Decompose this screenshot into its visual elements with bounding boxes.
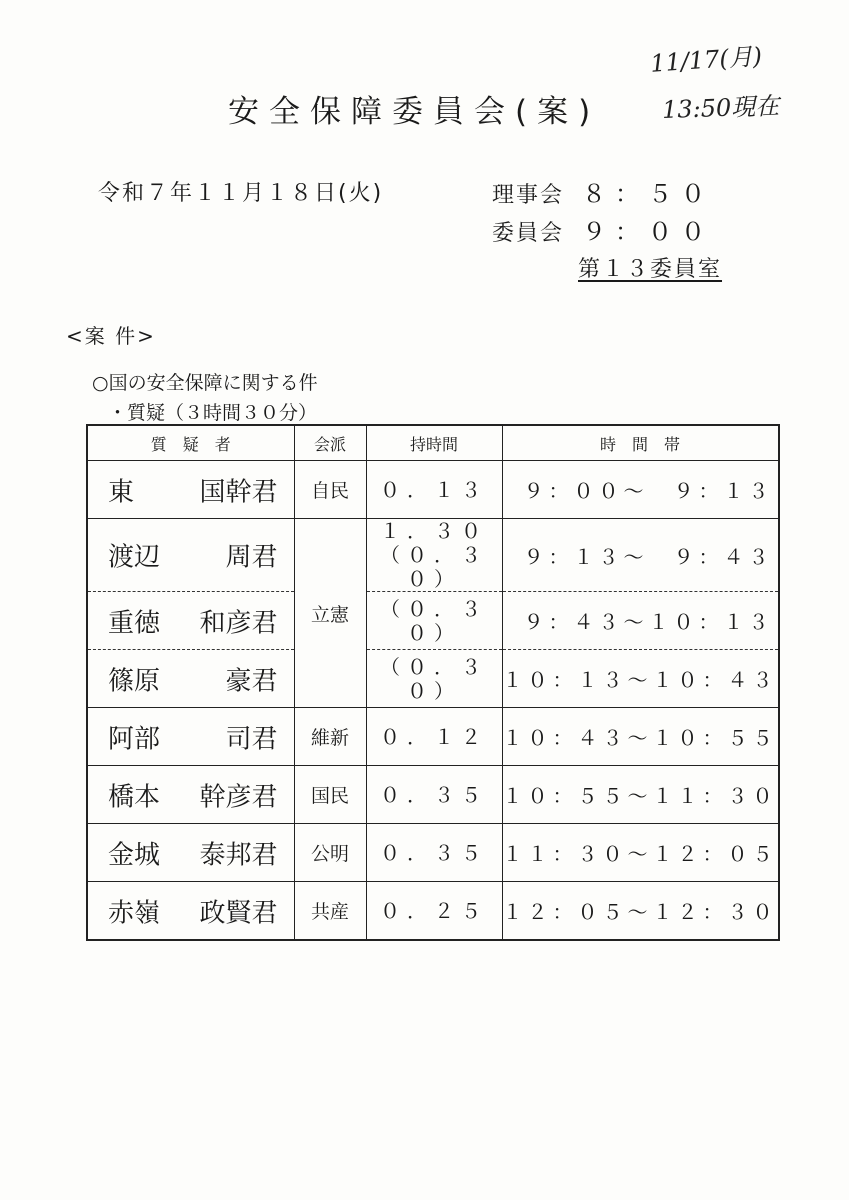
agenda-heading: <案 件>	[66, 324, 156, 348]
questioner-name: 渡辺 周君	[87, 519, 294, 592]
agenda-item: ○国の安全保障に関する件	[92, 372, 318, 394]
table-row	[87, 519, 779, 592]
committee-meeting-row	[492, 212, 714, 247]
handwritten-date-note: 11/17(月)	[649, 42, 763, 78]
questioner-name: 篠原 豪君	[87, 650, 294, 708]
questioner-name: 東 国幹君	[87, 461, 294, 519]
questioner-name: 阿部 司君	[87, 708, 294, 766]
table-row	[87, 766, 779, 824]
party-cell: 維新	[294, 708, 366, 766]
questioner-name: 重徳 和彦君	[87, 592, 294, 650]
table-row	[87, 592, 779, 650]
time-slot-cell: ９：４３～１０：１３	[502, 592, 779, 650]
party-cell: 共産	[294, 882, 366, 941]
document-title: 安全保障委員会(案)	[228, 94, 601, 130]
time-slot-cell: １２：０５～１２：３０	[502, 882, 779, 941]
time-slot-cell: １０：４３～１０：５５	[502, 708, 779, 766]
questioner-schedule-table	[86, 424, 780, 941]
committee-meeting-time: ９：００	[582, 218, 715, 246]
time-slot-cell: ９：００～ ９：１３	[502, 461, 779, 519]
meeting-room: 第１３委員室	[578, 257, 723, 282]
board-meeting-time: ８：５０	[582, 180, 715, 208]
party-cell: 自民	[294, 461, 366, 519]
questioner-name: 金城 泰邦君	[87, 824, 294, 882]
header-party: 会派	[294, 425, 366, 461]
party-cell: 立憲	[294, 519, 366, 708]
header-time-slot: 時 間 帯	[502, 425, 779, 461]
duration-cell: （０．３０）	[366, 650, 502, 708]
table-row	[87, 650, 779, 708]
handwritten-status-note: 13:50現在	[661, 91, 780, 125]
board-meeting-label: 理事会	[492, 183, 565, 208]
committee-meeting-label: 委員会	[492, 221, 565, 246]
party-cell: 国民	[294, 766, 366, 824]
duration-cell: ０．３５	[366, 824, 502, 882]
time-slot-cell: １０：５５～１１：３０	[502, 766, 779, 824]
time-slot-cell: １１：３０～１２：０５	[502, 824, 779, 882]
table-row	[87, 882, 779, 941]
party-cell: 公明	[294, 824, 366, 882]
meeting-date: 令和７年１１月１８日(火)	[98, 181, 384, 206]
questioner-name: 赤嶺 政賢君	[87, 882, 294, 941]
table-header-row	[87, 425, 779, 461]
table-row	[87, 824, 779, 882]
table-row	[87, 461, 779, 519]
question-time-note: ・質疑（３時間３０分）	[108, 402, 318, 424]
table-row	[87, 708, 779, 766]
duration-cell: ０．２５	[366, 882, 502, 941]
duration-cell: １．３０ （０．３０）	[366, 519, 502, 592]
header-questioner: 質 疑 者	[87, 425, 294, 461]
header-duration: 持時間	[366, 425, 502, 461]
board-meeting-row	[492, 174, 714, 209]
duration-cell: ０．３５	[366, 766, 502, 824]
duration-cell: （０．３０）	[366, 592, 502, 650]
duration-cell: ０．１２	[366, 708, 502, 766]
duration-cell: ０．１３	[366, 461, 502, 519]
questioner-name: 橋本 幹彦君	[87, 766, 294, 824]
time-slot-cell: １０：１３～１０：４３	[502, 650, 779, 708]
time-slot-cell: ９：１３～ ９：４３	[502, 519, 779, 592]
